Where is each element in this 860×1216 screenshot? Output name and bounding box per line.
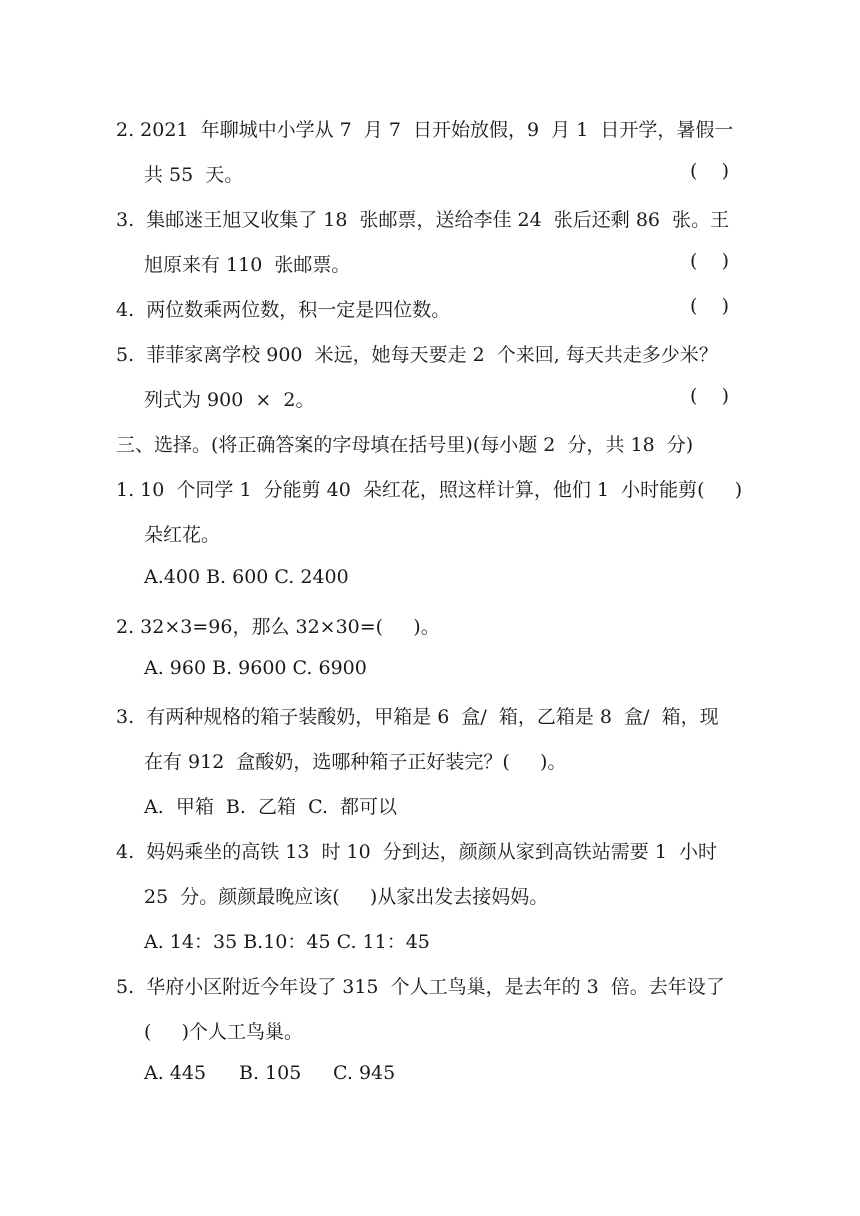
judge-q3-line1: 3. 集邮迷王旭又收集了 18 张邮票，送给李佳 24 张后还剩 86 张。王 xyxy=(116,209,730,231)
choice-q1-options: A.400 B. 600 C. 2400 xyxy=(144,566,349,588)
choice-q5-option-a: A. 445 xyxy=(144,1062,207,1084)
judge-q2-line2: 共 55 天。 xyxy=(144,164,244,186)
choice-q4-options: A. 14：35 B.10：45 C. 11：45 xyxy=(144,931,430,953)
choice-q2-line1: 2. 32×3=96，那么 32×30=( )。 xyxy=(116,616,440,638)
choice-q5-option-b: B. 105 xyxy=(239,1062,302,1084)
judge-q5-line1: 5. 菲菲家离学校 900 米远，她每天要走 2 个来回, 每天共走多少米？ xyxy=(116,344,718,366)
judge-q5-line2: 列式为 900 × 2。 xyxy=(144,389,315,411)
judge-q4-answer-blank[interactable]: ( ) xyxy=(690,295,729,317)
choice-q3-options: A. 甲箱 B. 乙箱 C. 都可以 xyxy=(144,796,398,818)
judge-q2-line1: 2. 2021 年聊城中小学从 7 月 7 日开始放假，9 月 1 日开学，暑假一 xyxy=(116,119,734,141)
judge-q4-line1: 4. 两位数乘两位数，积一定是四位数。 xyxy=(116,299,451,321)
choice-q2-options: A. 960 B. 9600 C. 6900 xyxy=(144,657,367,679)
choice-q1-line2: 朵红花。 xyxy=(144,524,221,546)
choice-q1-line1: 1. 10 个同学 1 分能剪 40 朵红花，照这样计算，他们 1 小时能剪( ) xyxy=(116,479,743,501)
choice-q3-line1: 3. 有两种规格的箱子装酸奶，甲箱是 6 盒/ 箱，乙箱是 8 盒/ 箱，现 xyxy=(116,706,719,728)
judge-q5-answer-blank[interactable]: ( ) xyxy=(690,385,729,407)
judge-q2-answer-blank[interactable]: ( ) xyxy=(690,160,729,182)
judge-q3-line2: 旭原来有 110 张邮票。 xyxy=(144,254,351,276)
choice-q5-line1: 5. 华府小区附近今年设了 315 个人工鸟巢，是去年的 3 倍。去年设了 xyxy=(116,976,725,998)
choice-q5-option-c: C. 945 xyxy=(333,1062,396,1084)
choice-q5-line2: ( )个人工鸟巢。 xyxy=(144,1021,304,1043)
choice-q4-line1: 4. 妈妈乘坐的高铁 13 时 10 分到达，颜颜从家到高铁站需要 1 小时 xyxy=(116,841,718,863)
judge-q3-answer-blank[interactable]: ( ) xyxy=(690,250,729,272)
section-3-heading: 三、选择。(将正确答案的字母填在括号里)(每小题 2 分，共 18 分) xyxy=(116,434,694,456)
choice-q4-line2: 25 分。颜颜最晚应该( )从家出发去接妈妈。 xyxy=(144,886,549,908)
choice-q3-line2: 在有 912 盒酸奶，选哪种箱子正好装完？( )。 xyxy=(144,751,567,773)
